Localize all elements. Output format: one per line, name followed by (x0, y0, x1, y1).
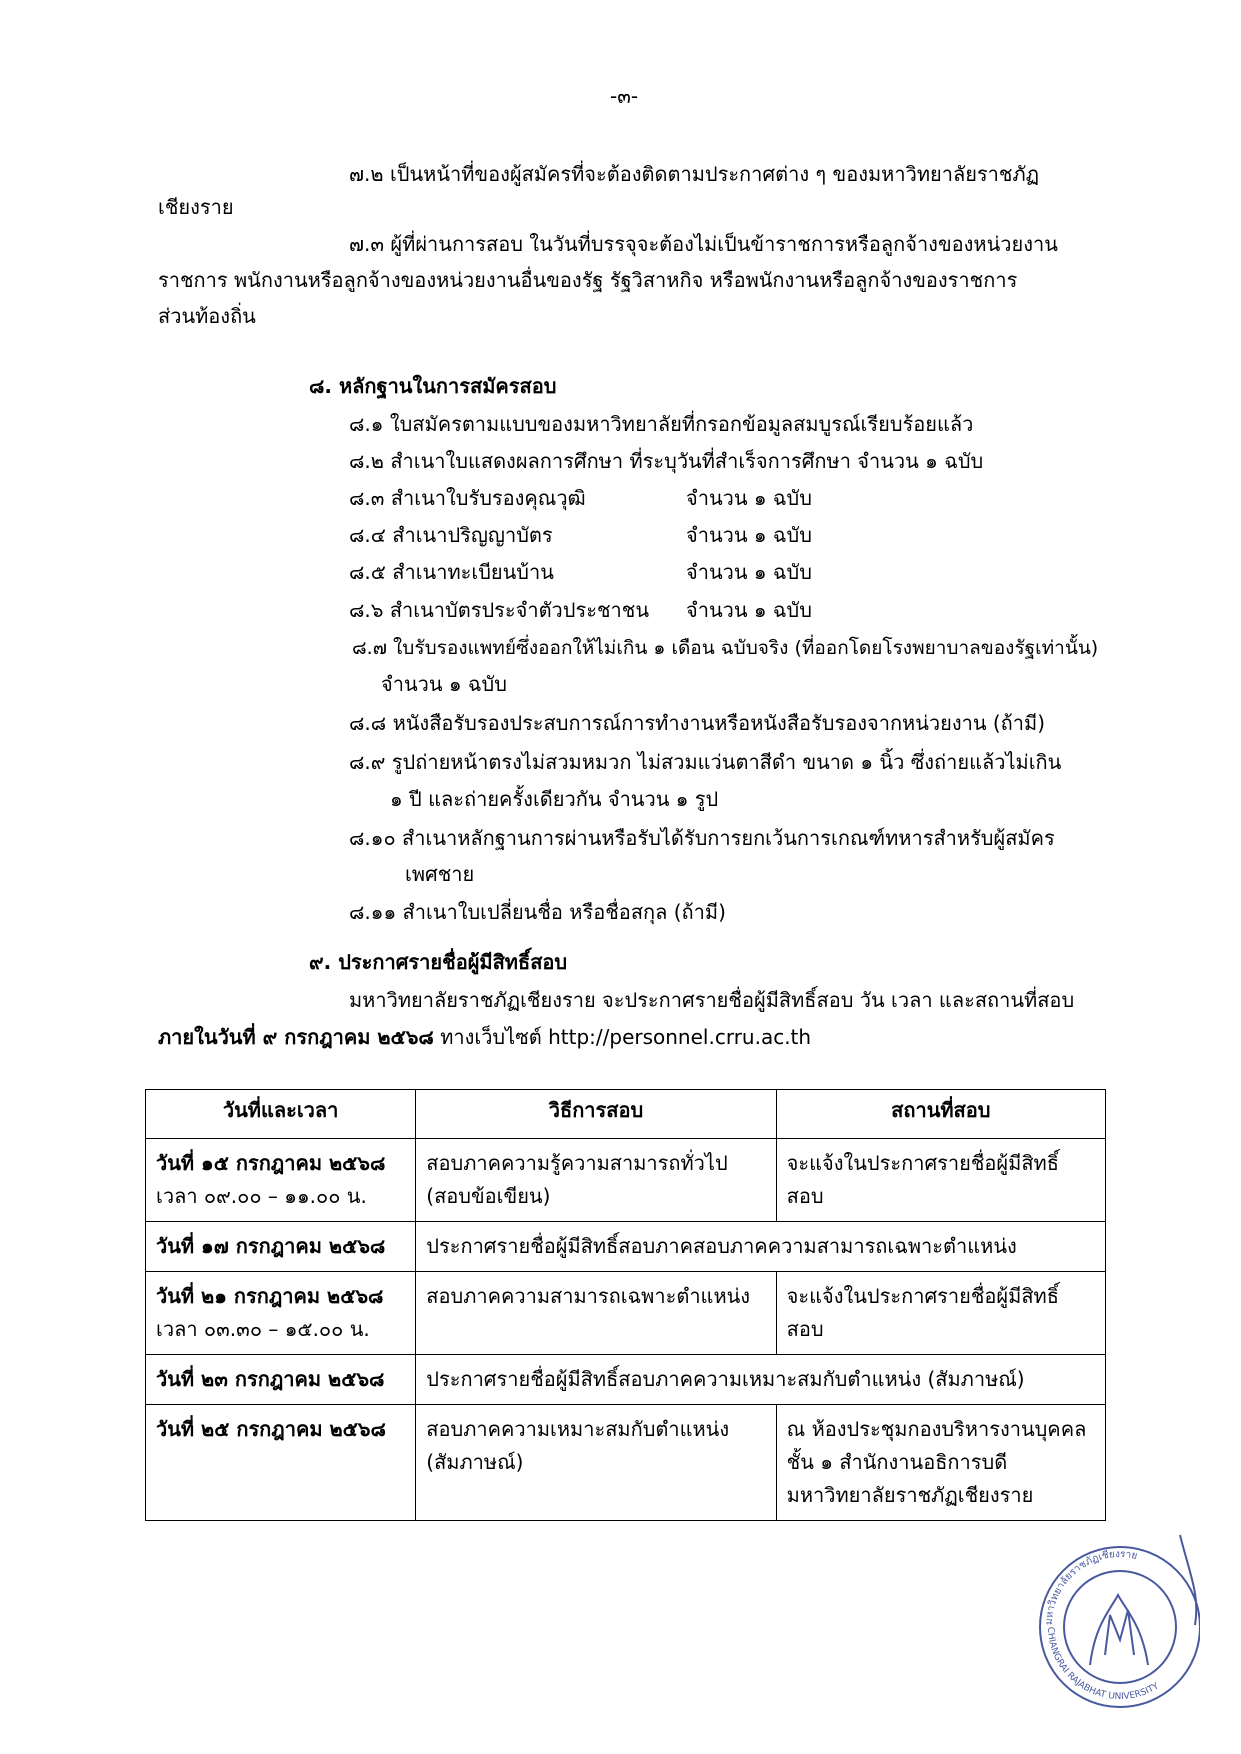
row-date-cell (146, 1222, 416, 1272)
item-7-2-line2: เชียงราย (158, 195, 234, 219)
item-7-3-line2: ราชการ พนักงานหรือลูกจ้างของหน่วยงานอื่นของรัฐ รัฐวิสาหกิจ หรือพนักงานหรือลูกจ้างของราชการ (158, 268, 1018, 292)
page-number: -๓- (610, 84, 639, 108)
item-7-3-line1: ๗.๓ ผู้ที่ผ่านการสอบ ในวันที่บรรจุจะต้องไม่เป็นข้าราชการหรือลูกจ้างของหน่วยงาน (349, 232, 1058, 256)
item-8-8: ๘.๘ หนังสือรับรองประสบการณ์การทำงานหรือหนังสือรับรองจากหน่วยงาน (ถ้ามี) (349, 711, 1046, 735)
item-8-9-line1: ๘.๙ รูปถ่ายหน้าตรงไม่สวมหมวก ไม่สวมแว่นตาสีดำ ขนาด ๑ นิ้ว ซึ่งถ่ายแล้วไม่เกิน (349, 750, 1062, 774)
item-8-5-qty: จำนวน ๑ ฉบับ (686, 560, 812, 584)
item-8-5: ๘.๕ สำเนาทะเบียนบ้าน (349, 560, 554, 584)
item-8-3-qty: จำนวน ๑ ฉบับ (686, 486, 812, 510)
row-method: สอบภาคความสามารถเฉพาะตำแหน่ง (416, 1272, 776, 1355)
table-row (146, 1139, 1106, 1222)
table-row (146, 1355, 1106, 1405)
announce-date: ภายในวันที่ ๙ กรกฎาคม ๒๕๖๘ (158, 1025, 434, 1049)
item-8-7-line2: จำนวน ๑ ฉบับ (381, 672, 507, 696)
university-seal-stamp (1030, 1515, 1200, 1725)
row-time: เวลา ๐๙.๐๐ – ๑๑.๐๐ น. (156, 1184, 367, 1208)
row-date-cell (146, 1139, 416, 1222)
row-place: จะแจ้งในประกาศรายชื่อผู้มีสิทธิ์สอบ (776, 1272, 1105, 1355)
exam-schedule-table (145, 1089, 1106, 1521)
item-7-3-line3: ส่วนท้องถิ่น (158, 304, 256, 328)
row-merged-announcement: ประกาศรายชื่อผู้มีสิทธิ์สอบภาคความเหมาะสมกับตำแหน่ง (สัมภาษณ์) (416, 1355, 1106, 1405)
item-8-9-line2: ๑ ปี และถ่ายครั้งเดียวกัน จำนวน ๑ รูป (390, 787, 719, 811)
item-8-6-qty: จำนวน ๑ ฉบับ (686, 598, 812, 622)
row-date: วันที่ ๑๗ กรกฎาคม ๒๕๖๘ (156, 1234, 386, 1258)
table-row (146, 1405, 1106, 1521)
section-8-heading: ๘. หลักฐานในการสมัครสอบ (309, 374, 557, 398)
row-date: วันที่ ๒๕ กรกฎาคม ๒๕๖๘ (156, 1417, 386, 1441)
header-place: สถานที่สอบ (776, 1090, 1105, 1139)
row-date: วันที่ ๑๕ กรกฎาคม ๒๕๖๘ (156, 1151, 386, 1175)
announce-website: ทางเว็บไซต์ http://personnel.crru.ac.th (440, 1025, 812, 1049)
row-date: วันที่ ๒๑ กรกฎาคม ๒๕๖๘ (156, 1284, 384, 1308)
row-date-cell (146, 1405, 416, 1521)
item-8-4-qty: จำนวน ๑ ฉบับ (686, 523, 812, 547)
section-9-line1: มหาวิทยาลัยราชภัฏเชียงราย จะประกาศรายชื่อผู้มีสิทธิ์สอบ วัน เวลา และสถานที่สอบ (349, 988, 1075, 1012)
item-8-2: ๘.๒ สำเนาใบแสดงผลการศึกษา ที่ระบุวันที่สำเร็จการศึกษา จำนวน ๑ ฉบับ (349, 449, 984, 473)
table-row (146, 1272, 1106, 1355)
item-8-7-line1: ๘.๗ ใบรับรองแพทย์ซึ่งออกให้ไม่เกิน ๑ เดือน ฉบับจริง (ที่ออกโดยโรงพยาบาลของรัฐเท่านั้น) (352, 637, 1099, 659)
item-8-11: ๘.๑๑ สำเนาใบเปลี่ยนชื่อ หรือชื่อสกุล (ถ้ามี) (349, 900, 726, 924)
row-date-cell (146, 1272, 416, 1355)
row-place: ณ ห้องประชุมกองบริหารงานบุคคล ชั้น ๑ สำนักงานอธิการบดี มหาวิทยาลัยราชภัฏเชียงราย (776, 1405, 1105, 1521)
item-8-3: ๘.๓ สำเนาใบรับรองคุณวุฒิ (349, 486, 586, 510)
row-merged-announcement: ประกาศรายชื่อผู้มีสิทธิ์สอบภาคสอบภาคความสามารถเฉพาะตำแหน่ง (416, 1222, 1106, 1272)
item-8-10-line2: เพศชาย (405, 862, 475, 886)
seal-text-top: มหาวิทยาลัยราชภัฏเชียงราย (1043, 1548, 1139, 1626)
row-method: สอบภาคความรู้ความสามารถทั่วไป (สอบข้อเขียน) (416, 1139, 776, 1222)
item-8-1: ๘.๑ ใบสมัครตามแบบของมหาวิทยาลัยที่กรอกข้อมูลสมบูรณ์เรียบร้อยแล้ว (349, 412, 974, 436)
item-8-6: ๘.๖ สำเนาบัตรประจำตัวประชาชน (349, 598, 650, 622)
item-8-4: ๘.๔ สำเนาปริญญาบัตร (349, 523, 553, 547)
table-row (146, 1222, 1106, 1272)
row-date-cell (146, 1355, 416, 1405)
header-date: วันที่และเวลา (146, 1090, 416, 1139)
seal-lines (1040, 1535, 1200, 1707)
seal-text-bottom: CHIANGRAI RAJABHAT UNIVERSITY (1044, 1626, 1161, 1703)
header-method: วิธีการสอบ (416, 1090, 776, 1139)
table-header-row (146, 1090, 1106, 1139)
section-9-line2 (158, 1023, 811, 1051)
section-9-heading: ๙. ประกาศรายชื่อผู้มีสิทธิ์สอบ (309, 950, 568, 974)
row-place: จะแจ้งในประกาศรายชื่อผู้มีสิทธิ์สอบ (776, 1139, 1105, 1222)
row-time: เวลา ๐๓.๓๐ – ๑๕.๐๐ น. (156, 1317, 370, 1341)
row-method: สอบภาคความเหมาะสมกับตำแหน่ง (สัมภาษณ์) (416, 1405, 776, 1521)
item-7-2-line1: ๗.๒ เป็นหน้าที่ของผู้สมัครที่จะต้องติดตามประกาศต่าง ๆ ของมหาวิทยาลัยราชภัฏ (349, 162, 1040, 186)
item-8-10-line1: ๘.๑๐ สำเนาหลักฐานการผ่านหรือรับได้รับการยกเว้นการเกณฑ์ทหารสำหรับผู้สมัคร (349, 826, 1055, 850)
row-date: วันที่ ๒๓ กรกฎาคม ๒๕๖๘ (156, 1367, 385, 1391)
